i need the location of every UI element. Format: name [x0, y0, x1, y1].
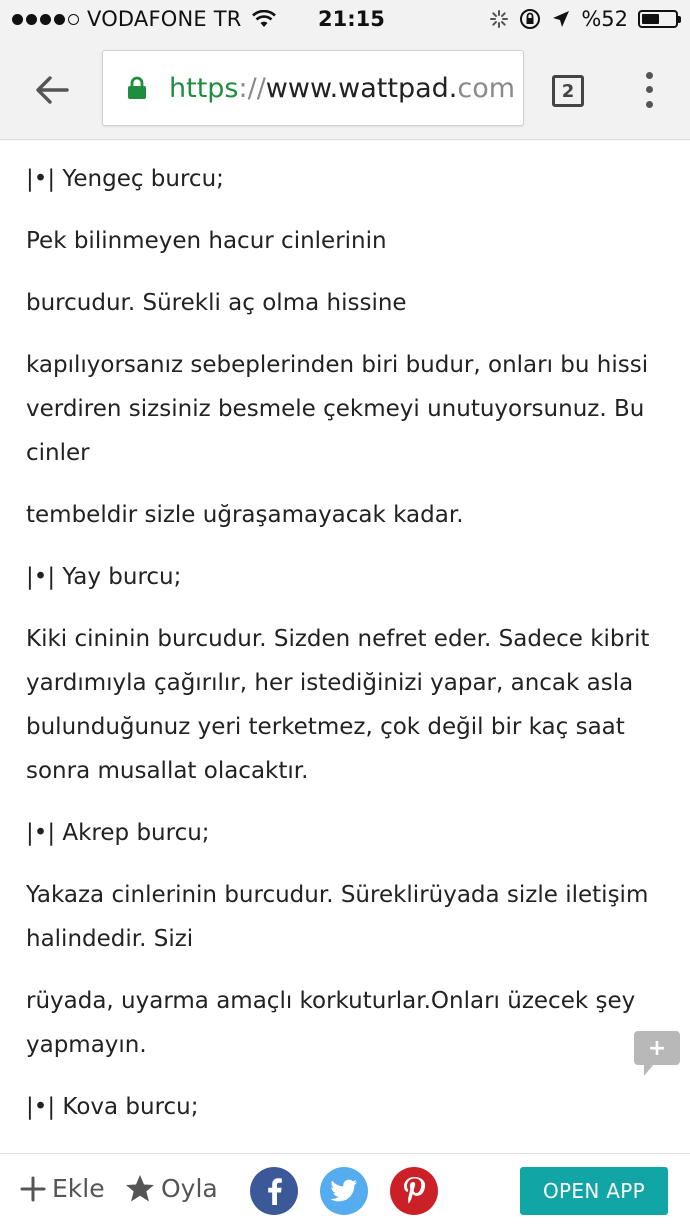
story-paragraph: |•| Akrep burcu;: [26, 820, 210, 846]
menu-dot-icon: [646, 101, 653, 108]
vote-label: Oyla: [161, 1174, 218, 1203]
url-host: www.wattpad.: [265, 72, 458, 104]
overflow-menu-button[interactable]: [638, 68, 660, 112]
facebook-share-button[interactable]: [250, 1167, 298, 1215]
story-paragraph: |•| Yay burcu;: [26, 564, 182, 590]
battery-icon: [638, 10, 678, 28]
star-icon: [125, 1174, 155, 1203]
battery-percent: %52: [581, 7, 628, 31]
battery-fill: [642, 14, 659, 24]
vote-button[interactable]: [125, 1174, 218, 1203]
story-paragraph: |•| Yengeç burcu;: [26, 166, 224, 192]
story-paragraph: burcudur. Sürekli aç olma hissine: [26, 290, 407, 316]
status-bar: [0, 0, 690, 38]
twitter-share-button[interactable]: [320, 1167, 368, 1215]
orientation-lock-icon: [519, 8, 541, 30]
url-domain-suffix: com: [457, 72, 516, 104]
browser-toolbar: [0, 38, 690, 140]
bottom-action-bar: [0, 1153, 690, 1227]
open-app-button[interactable]: [520, 1167, 668, 1215]
address-bar[interactable]: [102, 50, 524, 126]
story-content: [0, 141, 690, 1153]
story-paragraph: |•| Kova burcu;: [26, 1094, 199, 1120]
location-arrow-icon: [551, 9, 571, 29]
story-paragraph: tembeldir sizle uğraşamayacak kadar.: [26, 502, 464, 528]
add-comment-button[interactable]: [634, 1031, 680, 1065]
tab-switcher-button[interactable]: [552, 75, 584, 107]
story-paragraph: rüyada, uyarma amaçlı korkuturlar.Onları üzecek şey yapmayın.: [26, 988, 636, 1058]
story-paragraph: Yakaza cinlerinin burcudur. Süreklirüyada sizle iletişim halindedir. Sizi: [26, 882, 649, 952]
arrow-left-icon: [35, 75, 69, 105]
story-paragraph: Pek bilinmeyen hacur cinlerinin: [26, 228, 387, 254]
comment-plus-icon: +: [647, 1035, 667, 1061]
story-paragraph: Kiki cininin burcudur. Sizden nefret eder. Sadece kibrit yardımıyla çağırılır, her istediğinizi yapar, ancak asla bulunduğunuz yeri terketmez, çok değil bir kaç saat sonra musallat olacaktır.: [26, 626, 650, 784]
pinterest-share-button[interactable]: [390, 1167, 438, 1215]
loading-spinner-icon: [489, 9, 509, 29]
pinterest-icon: [402, 1176, 426, 1206]
status-left: [12, 7, 276, 31]
open-app-label: OPEN APP: [543, 1179, 645, 1203]
url-scheme: https: [169, 72, 239, 104]
carrier-name: VODAFONE TR: [87, 7, 242, 31]
lock-icon: [127, 76, 147, 100]
url-separator: ://: [238, 72, 266, 104]
clock: 21:15: [318, 7, 385, 31]
facebook-icon: [264, 1177, 284, 1205]
menu-dot-icon: [646, 72, 653, 79]
wifi-icon: [252, 10, 276, 28]
plus-icon: [20, 1176, 46, 1202]
tab-count: 2: [561, 80, 575, 102]
back-button[interactable]: [30, 68, 74, 112]
twitter-icon: [330, 1179, 358, 1203]
menu-dot-icon: [646, 86, 653, 93]
add-to-library-button[interactable]: [20, 1174, 105, 1203]
signal-strength-icon: [12, 14, 79, 25]
status-right: [489, 7, 678, 31]
add-label: Ekle: [52, 1174, 105, 1203]
story-paragraph: kapılıyorsanız sebeplerinden biri budur, onları bu hissi verdiren sizsiniz besmele çekmeyi unutuyorsunuz. Bu cinler: [26, 352, 649, 466]
